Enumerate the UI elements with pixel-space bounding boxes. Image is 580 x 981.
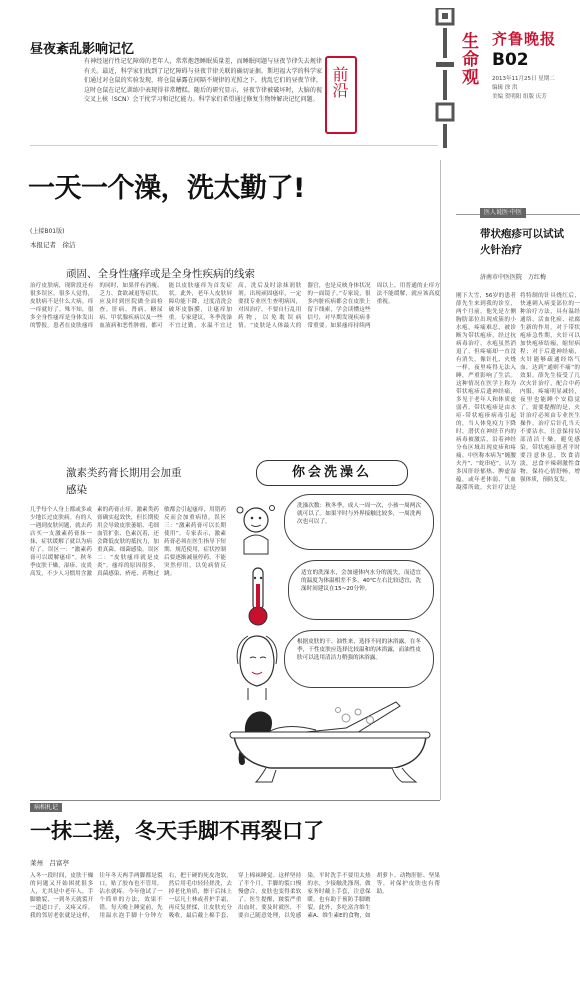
tip-1-text: 洗澡次数：秋冬季，成人一周一次，小孩一周两次就可以了。如果平时与外界接触比较多，一周洗两次也可以了。	[297, 503, 421, 525]
side-section-tag: 医人说医·中医	[480, 208, 526, 218]
infographic-title: 你会洗澡么	[256, 460, 408, 486]
washing-child-icon	[226, 498, 286, 558]
section-label: 生命观	[458, 32, 478, 86]
woman-face-icon	[230, 630, 284, 700]
ornament-icon	[434, 8, 456, 148]
tip-bubble-1	[284, 494, 434, 550]
main-body-columns	[30, 282, 440, 450]
bathtub-illustration	[226, 692, 438, 785]
thermometer-icon	[236, 564, 280, 628]
subhead-1-text: 顽固、全身性瘙痒或是全身性疾病的线索	[66, 268, 255, 280]
top-story-title: 昼夜紊乱影响记忆	[30, 42, 135, 57]
page-number: B02	[492, 50, 529, 70]
case-section-tag: 病相札记	[30, 803, 62, 812]
subhead-itching-clue	[66, 262, 255, 281]
main-byline: 本报记者 徐洁	[30, 241, 76, 249]
continued-note: (上接B01版)	[30, 228, 65, 235]
tip-bubble-3	[284, 630, 434, 688]
column-tag-badge	[325, 56, 357, 134]
side-headline: 带状疱疹可以试试火针治疗	[480, 228, 564, 256]
column-tag-label: 前沿	[330, 66, 349, 98]
top-story-body: 有神经退行性记忆障碍的老年人，常常抱怨睡眠质量差，而睡眠问题与昼夜节律失去规律有关。最近，科学家们找到了记忆障碍与昼夜节律关联的确切证据。斯坦福大学的科学家们通过对仓鼠的实验发现，将仓鼠暴露在间隔不规律的光照之下，扰乱它们的昼夜节律，这时仓鼠在记忆训练中表现得非常糟糕。随后的研究显示，昼夜节律被破坏时，大脑的视交叉上核（SCN）会干扰学习和记忆能力。科学家们希望通过修复生物钟解决记忆问题。	[84, 58, 322, 103]
subhead-steroid	[66, 465, 186, 499]
case-body-text: 入冬一段时间，皮肤干燥的问题又开始困扰很多人，尤其是中老年人，手脚皲裂，一到冬天就裂开一道道口子，又疼又痒。我的邻居老张就是这样，往年冬天两手两脚都是裂口，贴了胶布也不管用，沾水就疼。今年他试了一个简单的方法，效果不错。每天晚上睡觉前，先用温水泡手脚十分钟左右，把干硬的死皮泡软，然后用毛巾轻轻搓洗，去掉老化角质，擦干后抹上一层凡士林或者护手霜，再反复搓揉，让皮肤充分吸收，最后戴上棉手套、穿上棉袜睡觉。这样坚持了半个月，手脚的裂口慢慢愈合，皮肤也变得柔软了。医生提醒，皲裂严重出血时，要及时就医，不要自己随意处理，以免感染。平时洗手不要用太热的水，少接触洗涤剂，做家务时戴上手套，注意保暖，也有助于预防手脚皲裂。此外，多吃富含维生素A、维生素E的食物，如胡萝卜、动物肝脏、坚果等，对保护皮肤也有帮助。	[30, 873, 440, 919]
designer-credit: 美编 贺明阳 组版 庆芳	[492, 94, 547, 100]
main-headline: 一天一个澡，洗太勤了!	[28, 173, 305, 204]
editor-credit: 编辑 徐 洪	[492, 85, 518, 91]
paper-name: 齐鲁晚报	[492, 30, 557, 48]
case-headline: 一抹二搓，冬天手脚不再裂口了	[30, 819, 324, 843]
bath-infographic	[226, 460, 438, 785]
steroid-body-text: 几乎每个人身上都或多或少地长过皮肤病。有的人一遇到皮肤问题，就去药店买一支激素药膏抹一抹，症状缓解了就以为病好了。误区一：“激素药膏可以缓解瘙痒”。秋冬季皮肤干燥，湿疹、皮炎高发，不少人习惯用含激素的药膏止痒。激素类药膏确实起效快，但长期使用会导致皮肤萎缩、毛细血管扩张、色素沉着，还会降低皮肤的抵抗力，加重真菌、细菌感染。误区二：“皮肤瘙痒就是皮炎”。瘙痒的原因很多，真菌感染、疥疮、药物过敏都会引起瘙痒，用错药反而会加重病情。误区三：“激素药膏可以长期使用”。专家表示，激素药膏必须在医生指导下短期、规范使用，症状控制后要逐渐减量停药，不能突然停用，以免病情反跳。	[30, 507, 226, 577]
side-byline: 济南市中医医院 万红梅	[480, 274, 547, 281]
main-body-text: 治疗皮肤病，现阶段还有很多误区。很多人觉得，皮肤病不是什么大病，痒一痒就好了。殊不知，很多全身性瘙痒是身体发出的警报。患者在皮肤瘙痒的同时，如果伴有消瘦、乏力、食欲减退等症状，应及时到医院做全面检查。肝病、肾病、糖尿病、甲状腺疾病以及一些血液病和恶性肿瘤，都可能以皮肤瘙痒为首发症状。此外，老年人皮肤屏障功能下降，过度清洗会破坏皮脂膜，让瘙痒加重。专家建议，冬季洗澡不宜过勤，水温不宜过高，洗后及时涂抹润肤剂。出现顽固瘙痒，一定要找专业医生查明病因，对因治疗，不要自行乱用药物，以免耽误病情。“皮肤是人体最大的器官，也是反映身体状况的一面镜子。”专家说，很多内脏疾病都会在皮肤上留下线索，学会读懂这些信号，对早期发现疾病非常重要。如果瘙痒持续两周以上，用普通的止痒方法不能缓解，就应该高度重视。	[30, 283, 440, 329]
tip-3-text: 根据皮肤的干、油性来，选择不同的沐浴露，在冬季，干性皮肤应选择比较温和的沐浴露，而油性皮肤可以选用清洁力稍强的沐浴露。	[297, 639, 421, 661]
tip-2-text: 适宜的洗澡水，会加速体内水分的流失，而适宜的温度为体温相差不多，40℃左右比较适宜，洗澡时间建议在15~20分钟。	[301, 570, 421, 592]
issue-date: 2013年11月25日 星期二	[492, 76, 555, 82]
masthead	[434, 8, 580, 166]
side-body-text: 刚下大雪，56岁的患者薛先生来到我的诊室，两个月前，他先是左侧胸肋部位出现成簇的小水疱，疼痛难忍，被诊断为带状疱疹，经过抗病毒治疗，水疱虽然消退了，但疼痛却一直没有消失，像针扎、火烧一样，夜里疼得无法入睡，严重影响了生活。这种情况在医学上称为带状疱疹后遗神经痛，多见于老年人和体质虚弱者。带状疱疹是由水痘-带状疱疹病毒引起的，当人体免疫力下降时，潜伏在神经节内的病毒被激活，沿着神经分布区域出现皮疹和疼痛。中医称本病为“缠腰火丹”、“蛇串疮”，认为多因肝经郁热、脾虚湿蕴，或年老体弱、气血凝滞所致。火针疗法是将特制的针具烧红后，快速刺入病变部位的一种治疗方法，具有温经通络、活血化瘀、祛腐生新的作用。对于带状疱疹急性期，火针可以加快疱疹结痂，缩短病程；对于后遗神经痛，火针能够疏通经络气血，达到“通则不痛”的效果。薛先生接受了几次火针治疗，配合中药内服，疼痛明显减轻，夜里也能睡个安稳觉了。需要提醒的是，火针治疗必须由专业医生操作，治疗后针孔当天不要沾水，注意保持局部清洁干燥，避免感染。带状疱疹患者平时要注意休息，饮食清淡，忌食辛辣刺激性食物，保持心情舒畅，增强体质，预防复发。	[456, 293, 580, 491]
tip-bubble-2	[288, 560, 434, 620]
case-byline: 莱州 吕富亭	[30, 859, 69, 867]
subhead-2-text: 激素类药膏长期用会加重感染	[66, 467, 182, 496]
